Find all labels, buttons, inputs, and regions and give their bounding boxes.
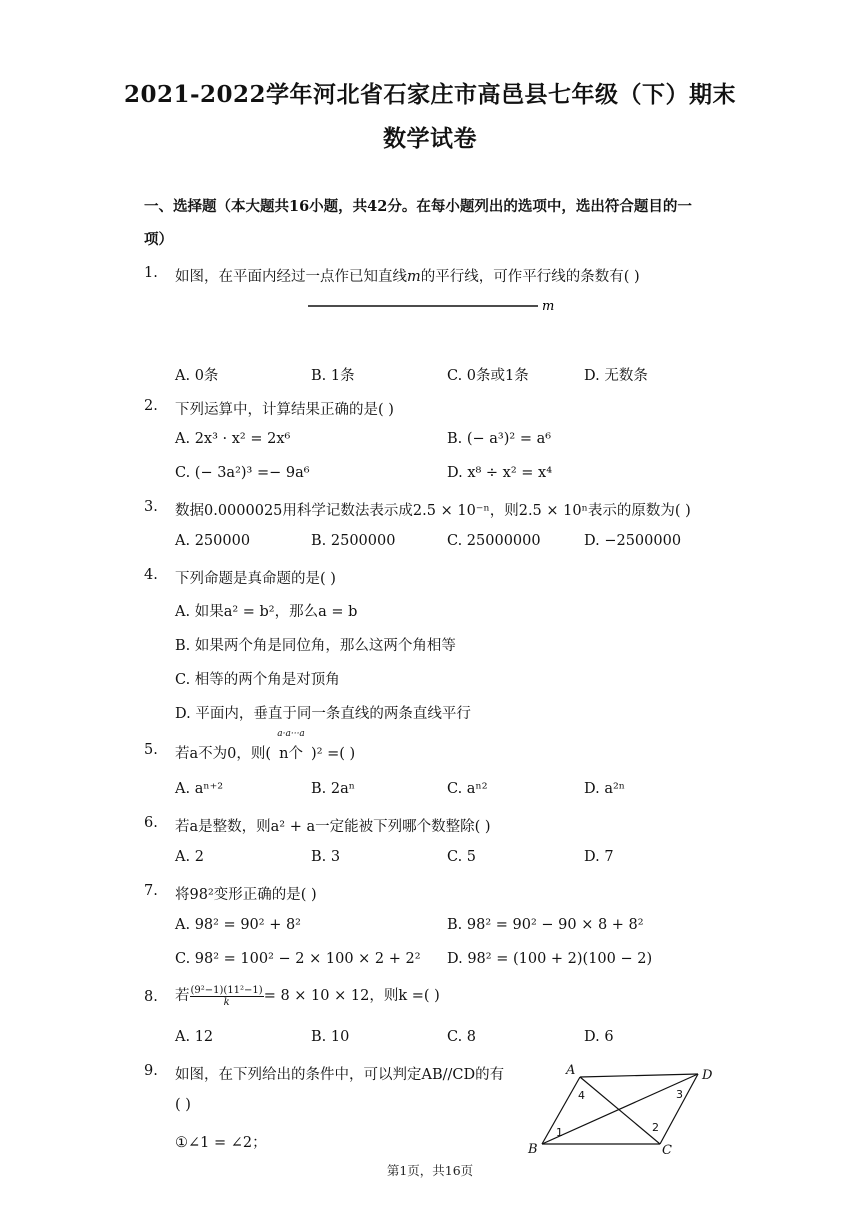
q9-condition-1: ①∠1 = ∠2； (175, 1135, 267, 1151)
q5-stem-pre: 若a不为0，则( (175, 746, 272, 762)
q8-stem-post: = 8 × 10 × 12，则k =( ) (263, 988, 440, 1004)
q1-option-c: C. 0条或1条 (447, 368, 529, 384)
q5-product-mid: n个 (279, 746, 303, 762)
q3-number: 3. (144, 499, 158, 515)
q4-option-b: B. 如果两个角是同位角，那么这两个角相等 (175, 638, 456, 654)
q8-fraction-denominator: k (223, 996, 230, 1008)
q6-option-a: A. 2 (175, 849, 204, 865)
q9-parallelogram-figure (520, 1060, 730, 1160)
q8-number: 8. (144, 989, 158, 1005)
q3-stem: 数据0.0000025用科学记数法表示成2.5 × 10⁻ⁿ，则2.5 × 10ⁿ表示的原数为( ) (175, 503, 691, 519)
q6-number: 6. (144, 815, 158, 831)
q5-option-c: C. aⁿ² (447, 781, 488, 797)
q7-option-a: A. 98² = 90² + 8² (175, 917, 301, 933)
q6-stem: 若a是整数，则a² + a一定能被下列哪个数整除( ) (175, 819, 491, 835)
section-header (144, 190, 734, 256)
segment-dc (660, 1074, 698, 1144)
q2-option-b: B. (− a³)² = a⁶ (447, 431, 552, 447)
q8-fraction-numerator: (9²−1)(11²−1) (190, 984, 263, 996)
segment-ac (580, 1077, 660, 1144)
q8-option-d: D. 6 (584, 1029, 614, 1045)
q4-number: 4. (144, 567, 158, 583)
point-a-label: A (566, 1063, 576, 1078)
q2-number: 2. (144, 398, 158, 414)
q1-option-a: A. 0条 (175, 368, 219, 384)
q8-stem (175, 984, 440, 1008)
section-header-cont: 项） (144, 231, 173, 248)
angle-3-label: 3 (676, 1088, 683, 1101)
q1-option-b: B. 1条 (311, 368, 355, 384)
q4-option-a: A. 如果a² = b²，那么a = b (175, 604, 358, 620)
q3-option-c: C. 25000000 (447, 533, 541, 549)
q1-option-d: D. 无数条 (584, 368, 648, 384)
q1-stem-pre: 如图，在平面内经过一点作已知直线 (175, 269, 407, 285)
point-d-label: D (702, 1068, 713, 1083)
angle-2-label: 2 (652, 1121, 659, 1134)
q9-stem-line-2: ( ) (175, 1097, 191, 1113)
title-line-1: 2021-2022学年河北省石家庄市高邑县七年级（下）期末 (123, 81, 737, 108)
q8-option-c: C. 8 (447, 1029, 477, 1045)
q2-option-c: C. (− 3a²)³ =− 9a⁶ (175, 465, 310, 481)
q2-option-d: D. x⁸ ÷ x² = x⁴ (447, 465, 553, 481)
q1-stem-var: m (407, 269, 421, 285)
q5-option-b: B. 2aⁿ (311, 781, 356, 797)
q3-option-a: A. 250000 (175, 533, 251, 549)
q5-stem (175, 729, 356, 763)
q8-option-b: B. 10 (311, 1029, 350, 1045)
q6-option-b: B. 3 (311, 849, 341, 865)
q6-option-d: D. 7 (584, 849, 614, 865)
q5-option-d: D. a²ⁿ (584, 781, 626, 797)
point-c-label: C (662, 1143, 672, 1158)
q8-fraction (190, 985, 264, 1008)
point-b-label: B (528, 1142, 538, 1157)
q7-stem: 将98²变形正确的是( ) (175, 887, 317, 903)
q4-stem: 下列命题是真命题的是( ) (175, 571, 336, 587)
q1-stem (175, 265, 640, 286)
q1-stem-post: 的平行线，可作平行线的条数有( ) (420, 269, 640, 285)
section-header-text: 一、选择题（本大题共16小题，共42分。在每小题列出的选项中，选出符合题目的一 (144, 198, 692, 215)
q8-option-a: A. 12 (175, 1029, 214, 1045)
q5-stem-post: )² =( ) (311, 746, 356, 762)
q7-number: 7. (144, 883, 158, 899)
q5-product (271, 729, 311, 763)
segment-bd (542, 1074, 698, 1144)
q2-stem: 下列运算中，计算结果正确的是( ) (175, 402, 394, 418)
q8-stem-pre: 若 (175, 988, 190, 1004)
q4-option-c: C. 相等的两个角是对顶角 (175, 672, 340, 688)
q7-option-c: C. 98² = 100² − 2 × 100 × 2 + 2² (175, 951, 421, 967)
q7-option-b: B. 98² = 90² − 90 × 8 + 8² (447, 917, 644, 933)
line-m-label: m (542, 299, 555, 314)
page-footer: 第1页，共16页 (386, 1163, 474, 1178)
q4-option-d: D. 平面内，垂直于同一条直线的两条直线平行 (175, 706, 471, 722)
q5-option-a: A. aⁿ⁺² (175, 781, 224, 797)
q5-number: 5. (144, 742, 158, 758)
q9-stem-line-1: 如图，在下列给出的条件中，可以判定AB//CD的有 (175, 1067, 505, 1083)
q3-option-d: D. −2500000 (584, 533, 682, 549)
angle-4-label: 4 (578, 1089, 585, 1102)
q2-option-a: A. 2x³ · x² = 2x⁶ (175, 431, 291, 447)
q3-option-b: B. 2500000 (311, 533, 396, 549)
q1-line-figure (300, 296, 560, 316)
q5-product-top: a·a···a (277, 729, 305, 739)
q9-number: 9. (144, 1063, 158, 1079)
segment-ad (580, 1074, 698, 1077)
angle-1-label: 1 (556, 1126, 563, 1139)
title-line-2: 数学试卷 (383, 125, 477, 152)
q6-option-c: C. 5 (447, 849, 477, 865)
q7-option-d: D. 98² = (100 + 2)(100 − 2) (447, 951, 653, 967)
q1-number: 1. (144, 265, 158, 281)
